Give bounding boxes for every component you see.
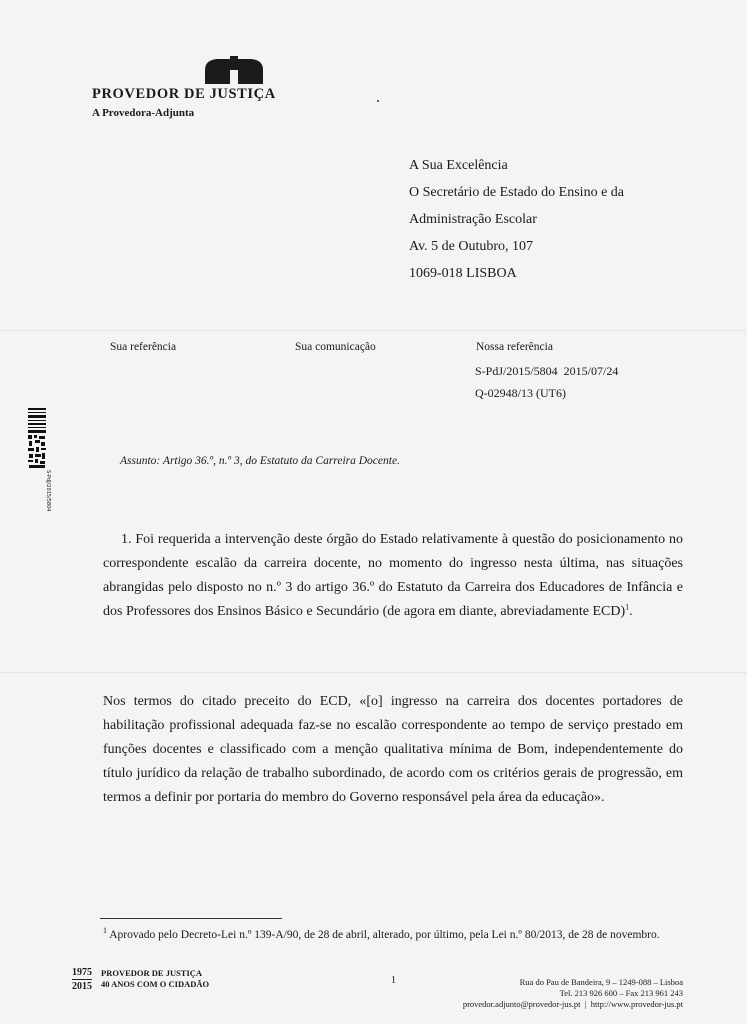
barcode-icon xyxy=(27,408,51,512)
footer-web[interactable]: provedor.adjunto@provedor-jus.pt | http://www.provedor-jus.pt xyxy=(462,999,683,1009)
barcode-text: S-PdJ/2015/5804 xyxy=(45,470,51,512)
process-number: Q-02948/13 (UT6) xyxy=(475,386,566,400)
footer-org-name: PROVEDOR DE JUSTIÇA xyxy=(101,968,203,978)
addressee-block xyxy=(409,152,624,287)
footer-contact xyxy=(463,977,683,1010)
body-paragraph xyxy=(103,528,683,624)
ink-dot xyxy=(377,100,379,102)
footnote xyxy=(103,928,685,943)
paragraph-text: 1. Foi requerida a intervenção deste órgão do Estado relativamente à questão do posicionamento no correspondente escalão da carreira docente, no momento do ingresso nesta última, nas situações abrangidas pelo disposto no n.º 3 do artigo 36.º do Estatuto da Carreira dos Educadores de Infância e dos Professores dos Ensinos Básico e Secundário (de agora em diante, abreviadamente ECD) xyxy=(103,532,683,619)
your-communication-label: Sua comunicação xyxy=(295,341,376,353)
addressee-line: A Sua Excelência xyxy=(409,158,508,173)
footer-phone: Tel. 213 926 600 – Fax 213 961 243 xyxy=(559,988,683,998)
organization-name: PROVEDOR DE JUSTIÇA xyxy=(92,86,276,102)
paper-fold xyxy=(0,330,747,331)
year-start: 1975 xyxy=(72,967,92,978)
your-reference-label: Sua referência xyxy=(110,341,177,353)
footer-organization xyxy=(101,968,209,990)
paper-fold xyxy=(0,672,747,673)
organization-subtitle: A Provedora-Adjunta xyxy=(92,107,195,119)
page-number: 1 xyxy=(391,975,396,986)
paragraph-end: . xyxy=(629,604,633,619)
our-reference-label: Nossa referência xyxy=(476,341,553,353)
footer-tagline: 40 ANOS COM O CIDADÃO xyxy=(101,979,210,989)
addressee-line: Av. 5 de Outubro, 107 xyxy=(409,239,534,254)
year-end: 2015 xyxy=(72,981,92,992)
footnote-reference: 1 xyxy=(625,602,630,612)
addressee-line: Administração Escolar xyxy=(409,212,537,227)
addressee-line: 1069-018 LISBOA xyxy=(409,266,517,281)
footnote-rule xyxy=(100,918,282,919)
addressee-line: O Secretário de Estado do Ensino e da xyxy=(409,185,624,200)
anniversary-years xyxy=(72,967,92,992)
body-paragraph: Nos termos do citado preceito do ECD, «[o] ingresso na carreira dos docentes portadores de habilitação profissional adequada faz-se no escalão correspondente ao tempo de serviço prestado em funções docentes e classificado com a menção qualitativa mínima de Bom, independentemente do título jurídico da relação de trabalho subordinado, de acordo com os critérios gerais de progressão, em termos a definir por portaria do membro do Governo responsável pela área da educação». xyxy=(103,694,683,805)
footnote-number: 1 xyxy=(103,926,107,936)
footnote-text: Aprovado pelo Decreto-Lei n.º 139-A/90, de 28 de abril, alterado, por último, pela Lei n.º 80/2013, de 28 de novembro. xyxy=(107,929,660,941)
our-reference-value: S-PdJ/2015/5804 2015/07/24 xyxy=(475,364,619,378)
building-logo-icon xyxy=(203,56,265,84)
subject-line: Assunto: Artigo 36.º, n.º 3, do Estatuto da Carreira Docente. xyxy=(120,455,400,467)
footer-address: Rua do Pau de Bandeira, 9 – 1249-088 – Lisboa xyxy=(519,977,683,987)
